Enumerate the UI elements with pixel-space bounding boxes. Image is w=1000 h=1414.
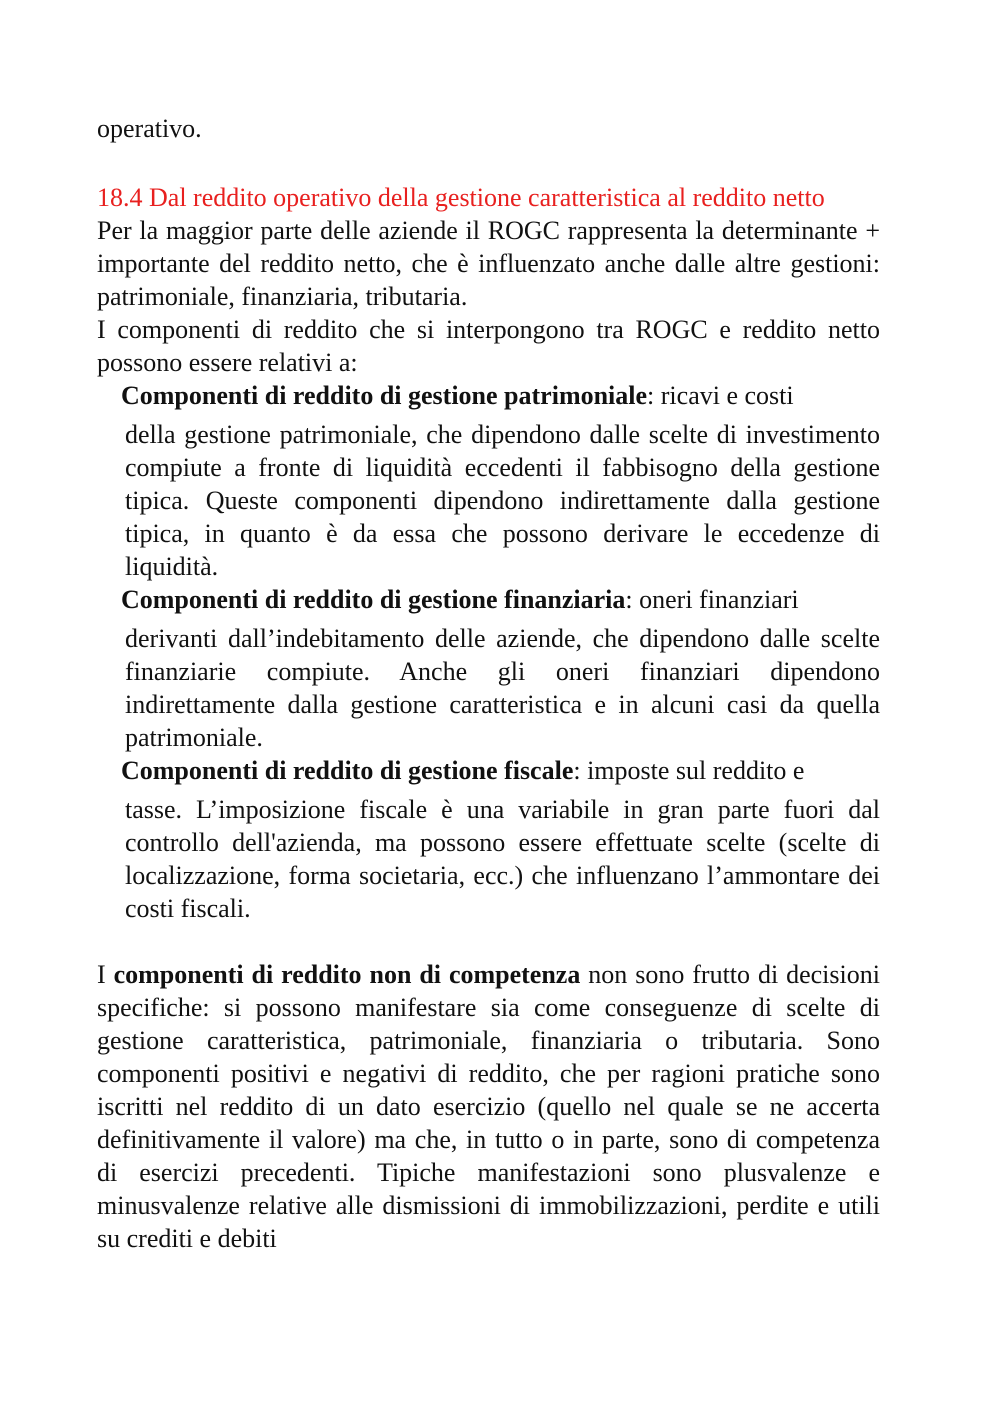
spacer	[97, 925, 880, 958]
intro-fragment: operativo.	[97, 114, 202, 143]
section-heading: 18.4 Dal reddito operativo della gestione caratteristica al reddito netto	[97, 183, 825, 212]
text-patrimoniale: della gestione patrimoniale, che dipendono dalle scelte di investimento compiute a fronte di liquidità eccedenti il fabbisogno della gestione tipica. Queste componenti dipendono indirettamente dalla gestione tipica, in quanto è da essa che possono derivare le eccedenze di liquidità.	[125, 420, 880, 581]
list-item-patrimoniale	[97, 379, 880, 583]
paragraph-components-intro: I componenti di reddito che si interpongono tra ROGC e reddito netto possono essere relativi a:	[97, 315, 880, 377]
text-finanziaria: derivanti dall’indebitamento delle aziende, che dipendono dalle scelte finanziarie compiute. Anche gli oneri finanziari dipendono indirettamente dalla gestione caratteristica e in alcuni casi da quella patrimoniale.	[125, 624, 880, 752]
lead-patrimoniale: : ricavi e costi	[647, 381, 794, 410]
term-fiscale: Componenti di reddito di gestione fiscale	[121, 756, 574, 785]
term-non-competenza: componenti di reddito non di competenza	[113, 960, 581, 989]
paragraph-rogc: Per la maggior parte delle aziende il ROGC rappresenta la determinante + importante del reddito netto, che è influenzato anche dalle altre gestioni: patrimoniale, finanziaria, tributaria.	[97, 216, 880, 311]
text-fiscale: tasse. L’imposizione fiscale è una variabile in gran parte fuori dal controllo dell'azienda, ma possono essere effettuate scelte (scelte di localizzazione, forma societaria, ecc.) che influenzano l’ammontare dei costi fiscali.	[125, 795, 880, 923]
closing-text: non sono frutto di decisioni specifiche: si possono manifestare sia come conseguenze di scelte di gestione caratteristica, patrimoniale, finanziaria o tributaria. Sono componenti positivi e negativi di reddito, che per ragioni pratiche sono iscritti nel reddito di un dato esercizio (quello nel quale se ne accerta definitivamente il valore) ma che, in tutto o in parte, sono di competenza di esercizi precedenti. Tipiche manifestazioni sono plusvalenze e minusvalenze relative alle dismissioni di immobilizzazioni, perdite e utili su crediti e debiti	[97, 960, 880, 1253]
lead-fiscale: : imposte sul reddito e	[573, 756, 805, 785]
components-list	[97, 379, 880, 925]
document-page	[97, 112, 880, 1255]
lead-finanziaria: : oneri finanziari	[625, 585, 799, 614]
list-item-finanziaria	[97, 583, 880, 754]
closing-prefix: I	[97, 960, 114, 989]
list-item-fiscale	[97, 754, 880, 925]
term-patrimoniale: Componenti di reddito di gestione patrimoniale	[121, 381, 648, 410]
term-finanziaria: Componenti di reddito di gestione finanziaria	[121, 585, 626, 614]
paragraph-non-competenza	[97, 958, 880, 1255]
